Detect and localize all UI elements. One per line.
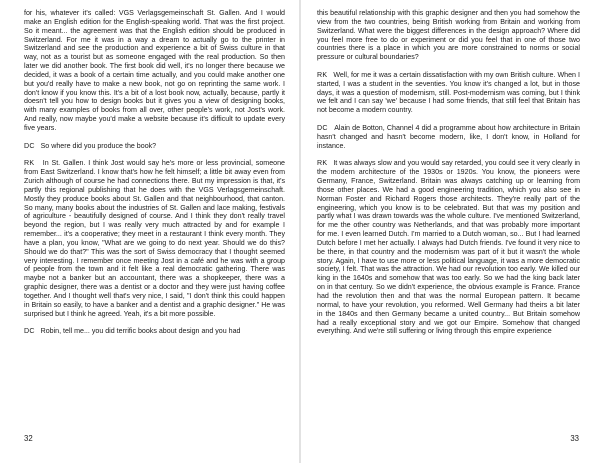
- left-page: [0, 0, 299, 463]
- paragraph: [317, 124, 580, 151]
- paragraph: [24, 9, 285, 133]
- paragraph-text: So where did you produce the book?: [40, 141, 157, 150]
- speaker-label: RK: [317, 70, 328, 79]
- paragraph-text: Robin, tell me... you did terrific books about design and you had: [40, 327, 241, 336]
- right-page: [301, 0, 600, 463]
- paragraph-text: Alain de Botton, Channel 4 did a programme about how architecture in Britain hasn't changed and hasn't become modern, like, I don't know, in Holland for instance.: [317, 123, 580, 150]
- right-page-text: [317, 9, 580, 336]
- paragraph: [24, 142, 285, 151]
- paragraph-text: Well, for me it was a certain dissatisfaction with my own British culture. When I started, I was a student in the seventies. You know it's changed a lot, but in those days, it was a question of modernism, still. Post-modernism was coming, but I think we felt and I can say 'we' because I had some friends, that still feel that Britain has not become a modern country.: [317, 70, 580, 115]
- paragraph: [317, 9, 580, 62]
- paragraph-text: this beautiful relationship with this graphic designer and then you had somehow the view from the two countries, being British working from Britain and working from Switzerland. What were the biggest differences in the design approach? Where did you feel more free to do or experiment or did you feel that in one of those two countries there is a place in which you are more constrained to norms or social pressure or cultural boundaries?: [317, 9, 580, 62]
- paragraph-text: In St. Gallen. I think Jost would say he's more or less provincial, someone from East Switzerland. I know that's how he felt himself; a little bit away even from Zurich although of course he had connections there. But my impression is that, it's partly this regional publishing that he does with the VGS Verlagsgemeinschaft. Mostly they produce books about St. Gallen and that neighbourhood, that canton. So many, many books about the industries of St. Gallen and lace making, festivals of agriculture - beautifully designed of course. And I think they don't really travel beyond the region, but I was really very much attracted by and for example I remember... it's a cooperative; they meet in a restaurant I think every month. They have a plan, you know, "What are we going to do next year. Should we do this? Should we do that?" This was the sort of Swiss democracy that I thought seemed very interesting. I remember once meeting Jost in a café and he was with a group of people from the town and it felt like a real democratic gathering. There was maybe not a banker but an accountant, there was a shopkeeper, there was a graphic designer, there was a dentist or a doctor and they were just having coffee together. And I thought well that's very nice, I said, "I don't think this could happen in Britain so easily, to have a banker and a dentist and a graphic designer." He was surprised but I think he agreed. Yeah, it's a bit more possible.: [24, 159, 285, 318]
- page-number: 32: [24, 434, 33, 443]
- paragraph: [24, 159, 285, 318]
- paragraph: [317, 71, 580, 115]
- paragraph-text: It was always slow and you would say retarded, you could see it very clearly in the modern architecture of the 1930s or 1920s. You know, the pioneers were Germany, France, Switzerland. Britain was always catching up or learning from those other places. We had a good engineering tradition, which you also see in Norman Foster and Richard Rogers those architects. They're really part of the engineering, which you know is to be celebrated. But that was my position and partly what I was drawn towards was the whole culture. I've mentioned Switzerland, for me the other country was Netherlands, and that was probably more important for me. I even learned Dutch. I'm married to a Dutch woman, so... But I had learned Dutch before I met her actually. I always had Dutch friends. I've found it very nice to be there, in that country and the modernism was part of it but it wasn't the whole story. Again, I have to use more or less political language, it was a more democratic society, I felt. That was the attraction. We had our revolution too early. We killed our king in the 1640s and somehow that was too early. So we had the king back later on in that century. So we didn't experience, the obvious example is France. France had the revolution then and that was the normal European pattern. It became normal, to have your revolution, you reformed. Well Germany had theirs a bit later in the 1840s and then Germany became a united country... But Britain somehow had a really exceptional story and we got our Empire. Somehow that changed everything. And we're still suffering or living through this empire experience: [317, 159, 580, 336]
- speaker-label: RK: [24, 159, 35, 168]
- paragraph: [317, 159, 580, 336]
- speaker-label: DC: [24, 141, 35, 150]
- paragraph: [24, 327, 285, 336]
- speaker-label: DC: [317, 123, 328, 132]
- left-page-text: [24, 9, 285, 336]
- page-number: 33: [570, 434, 579, 443]
- paragraph-text: for his, whatever it's called: VGS Verlagsgemeinschaft St. Gallen. And I would make an English edition for the English-speaking world. That was the first project. So it meant... the agreement was that the English edition should be produced in Switzerland. For me it was in a way a dream to actually go to the printer in Switzerland and see the production and experience a bit of Swiss culture in that way, not as a tourist but as someone engaged with the real production. So then later we did another book. The first book did well, it's no longer there because we decided, it was a book of a certain time actually, and you could make another one but you'd really have to make a new book, not go on reprinting the same work. I don't know if you know this. It's a bit of a lost book now, actually, because, partly it doesn't tell you how to design books but it gives you a view of designing books, with many examples of books from all over, other people's work, not Jost's work. And really, now maybe you'd make a website because it's difficult to update every five years.: [24, 9, 285, 132]
- speaker-label: DC: [24, 327, 35, 336]
- speaker-label: RK: [317, 159, 328, 168]
